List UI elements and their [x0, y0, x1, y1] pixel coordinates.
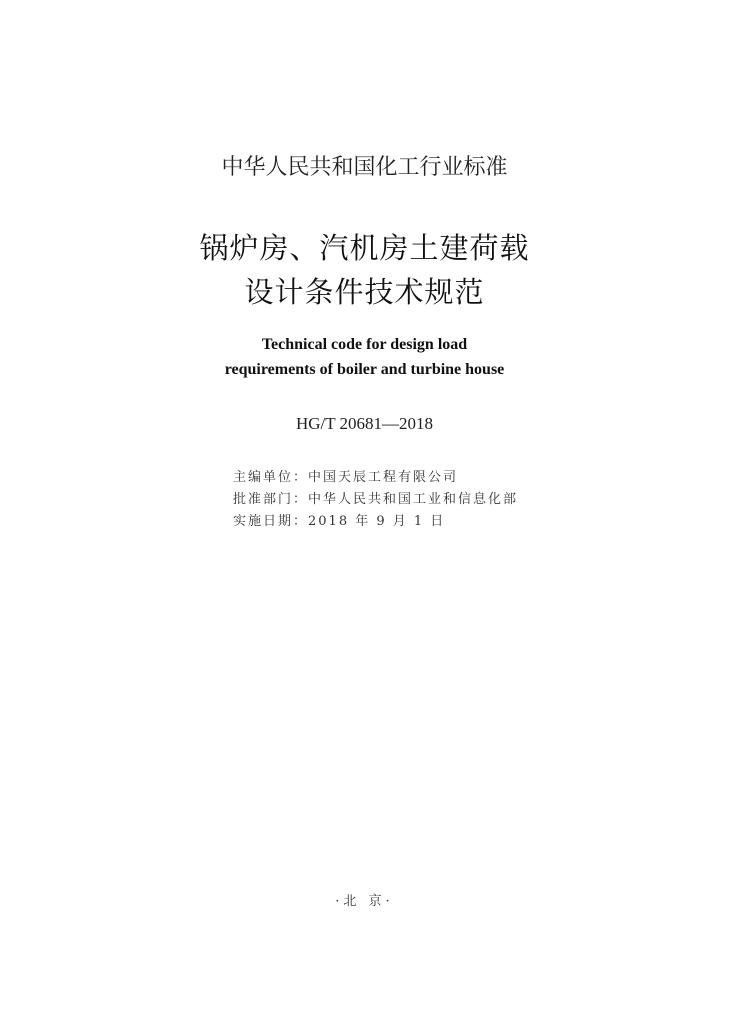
english-title-line-2: requirements of boiler and turbine house — [224, 361, 505, 378]
standard-number: HG/T 20681—2018 — [295, 414, 434, 433]
editor-unit-row: 主编单位：中国天辰工程有限公司 — [233, 470, 459, 485]
effective-date-row: 实施日期：2018 年 9 月 1 日 — [233, 514, 446, 529]
publication-city: ·北 京· — [335, 894, 394, 909]
approval-department-row: 批准部门：中华人民共和国工业和信息化部 — [233, 492, 519, 507]
standard-category-heading: 中华人民共和国化工行业标准 — [221, 155, 508, 180]
chinese-title-line-2: 设计条件技术规范 — [244, 275, 485, 309]
english-title-line-1: Technical code for design load — [261, 336, 468, 353]
chinese-title-line-1: 锅炉房、汽机房土建荷载 — [199, 231, 530, 265]
publication-info — [233, 467, 518, 533]
